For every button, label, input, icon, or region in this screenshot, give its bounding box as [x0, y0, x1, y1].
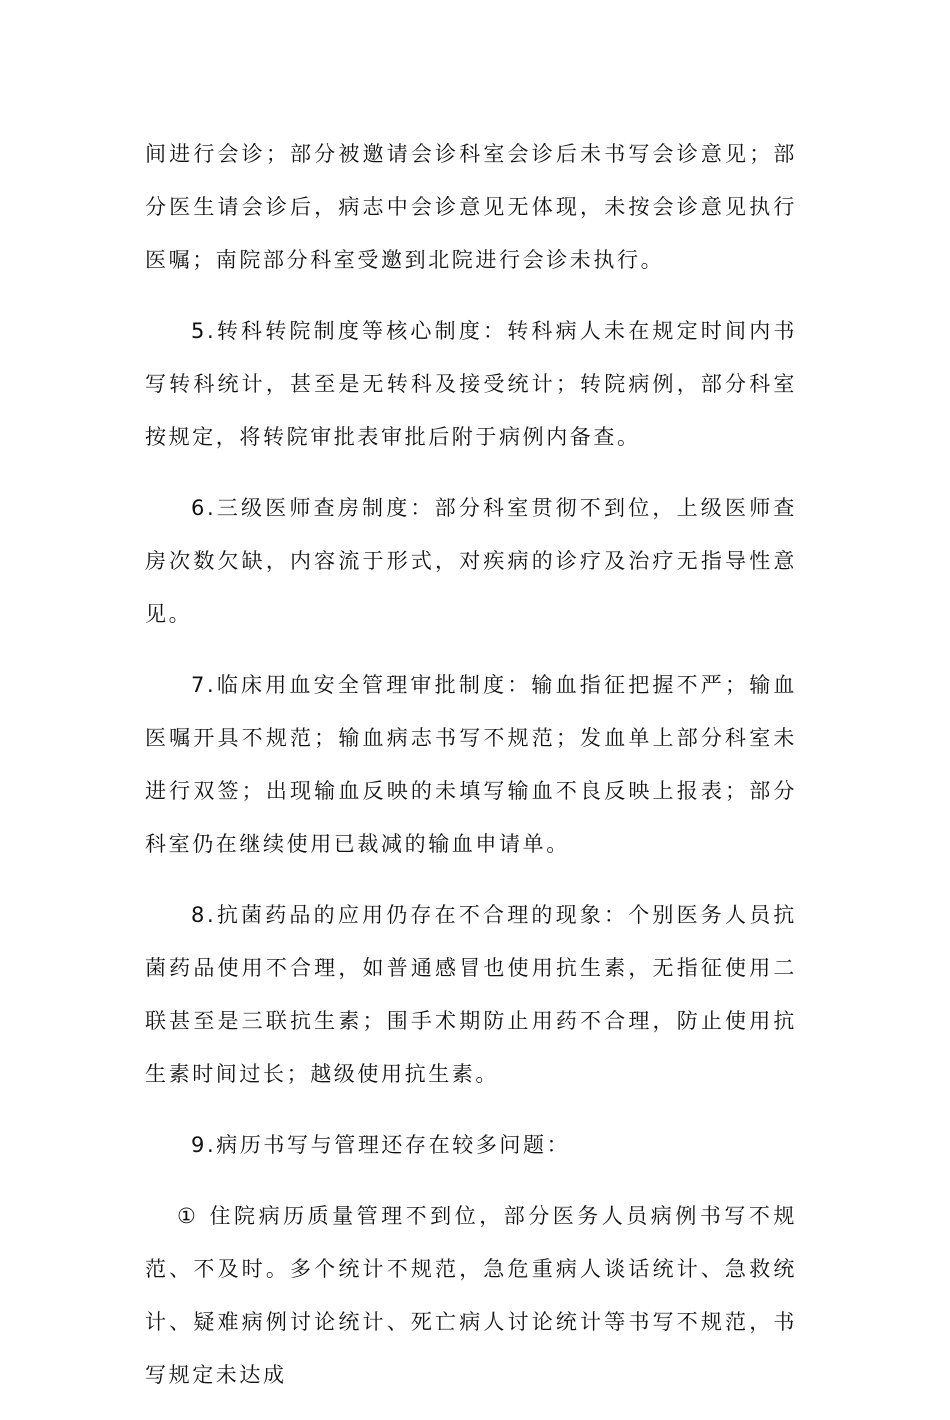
paragraph-item-6: 6.三级医师查房制度：部分科室贯彻不到位，上级医师查房次数欠缺，内容流于形式，对疾病的诊疗及治疗无指导性意见。	[145, 496, 797, 626]
document-body	[145, 128, 797, 1420]
paragraph-item-9: 9.病历书写与管理还存在较多问题：	[191, 1133, 571, 1157]
paragraph-item-7: 7.临床用血安全管理审批制度：输血指征把握不严；输血医嘱开具不规范；输血病志书写不规范；发血单上部分科室未进行双签；出现输血反映的未填写输血不良反映上报表；部分科室仍在继续使用已裁减的输血申请单。	[145, 673, 797, 856]
paragraph-item-5: 5.转科转院制度等核心制度：转科病人未在规定时间内书写转科统计，甚至是无转科及接受统计；转院病例，部分科室按规定，将转院审批表审批后附于病例内备查。	[145, 319, 797, 449]
paragraph-continued: 间进行会诊；部分被邀请会诊科室会诊后未书写会诊意见；部分医生请会诊后，病志中会诊意见无体现，未按会诊意见执行医嘱；南院部分科室受邀到北院进行会诊未执行。	[145, 142, 797, 272]
paragraph-item-8: 8.抗菌药品的应用仍存在不合理的现象：个别医务人员抗菌药品使用不合理，如普通感冒也使用抗生素，无指征使用二联甚至是三联抗生素；围手术期防止用药不合理，防止使用抗生素时间过长；越级使用抗生素。	[145, 903, 797, 1086]
paragraph-item-9-sub-1: ① 住院病历质量管理不到位，部分医务人员病例书写不规范、不及时。多个统计不规范，急危重病人谈话统计、急救统计、疑难病例讨论统计、死亡病人讨论统计等书写不规范，书写规定未达成	[145, 1204, 797, 1387]
